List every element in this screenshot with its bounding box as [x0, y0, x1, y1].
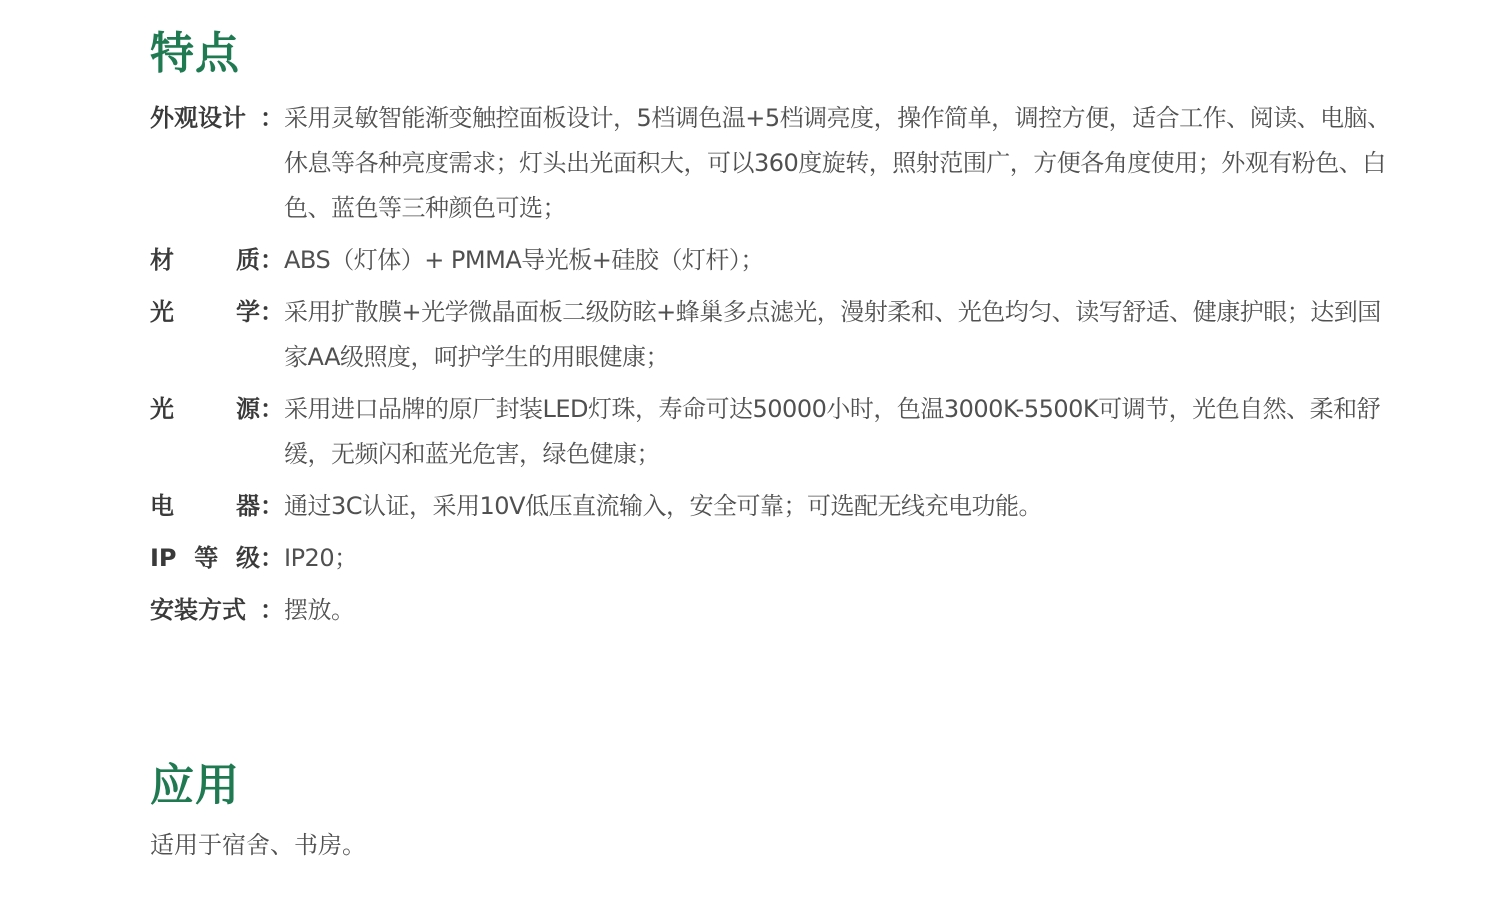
- feature-label-colon: ：: [260, 492, 284, 520]
- feature-label-text: 安装方式: [150, 596, 246, 624]
- feature-item-appearance: [150, 96, 1400, 231]
- applications-text: 适用于宿舍、书房。: [150, 831, 366, 859]
- feature-label-text: 外观设计: [150, 104, 246, 132]
- feature-label: [150, 238, 284, 283]
- feature-value: 摆放。: [284, 596, 355, 624]
- feature-label-text: 光 源: [150, 395, 260, 423]
- feature-label: [150, 484, 284, 529]
- feature-item-ip-rating: [150, 536, 1400, 581]
- feature-label: [150, 290, 284, 335]
- feature-list: [150, 96, 1400, 633]
- feature-label-text: IP 等 级: [150, 544, 260, 572]
- feature-label-colon: ：: [260, 395, 284, 423]
- feature-label-colon: ：: [260, 544, 284, 572]
- feature-item-material: [150, 238, 1400, 283]
- feature-value: 通过3C认证，采用10V低压直流输入，安全可靠；可选配无线充电功能。: [284, 492, 1042, 520]
- feature-label-colon: ：: [260, 298, 284, 326]
- feature-value: ABS（灯体）+ PMMA导光板+硅胶（灯杆）；: [284, 246, 764, 274]
- feature-item-light-source: [150, 387, 1400, 477]
- feature-label-colon: ：: [260, 104, 284, 132]
- features-heading: 特点: [150, 28, 240, 79]
- feature-label: [150, 588, 284, 633]
- feature-value: 采用扩散膜+光学微晶面板二级防眩+蜂巢多点滤光，漫射柔和、光色均匀、读写舒适、健康护眼；达到国家AA级照度，呵护学生的用眼健康；: [284, 298, 1381, 371]
- feature-label-text: 电 器: [150, 492, 260, 520]
- applications-heading: 应用: [150, 760, 240, 811]
- feature-value: 采用进口品牌的原厂封装LED灯珠，寿命可达50000小时，色温3000K-5500K可调节，光色自然、柔和舒缓，无频闪和蓝光危害，绿色健康；: [284, 395, 1381, 468]
- feature-label: [150, 387, 284, 432]
- feature-label-text: 光 学: [150, 298, 260, 326]
- feature-item-electrical: [150, 484, 1400, 529]
- feature-item-installation: [150, 588, 1400, 633]
- feature-label: [150, 96, 284, 141]
- feature-label: [150, 536, 284, 581]
- feature-label-text: 材 质: [150, 246, 260, 274]
- feature-item-optics: [150, 290, 1400, 380]
- feature-value: 采用灵敏智能渐变触控面板设计，5档调色温+5档调亮度，操作简单，调控方便，适合工作、阅读、电脑、休息等各种亮度需求；灯头出光面积大，可以360度旋转，照射范围广，方便各角度使用；外观有粉色、白色、蓝色等三种颜色可选；: [284, 104, 1391, 222]
- feature-label-colon: ：: [260, 596, 284, 624]
- feature-value: IP20；: [284, 544, 358, 572]
- feature-label-colon: ：: [260, 246, 284, 274]
